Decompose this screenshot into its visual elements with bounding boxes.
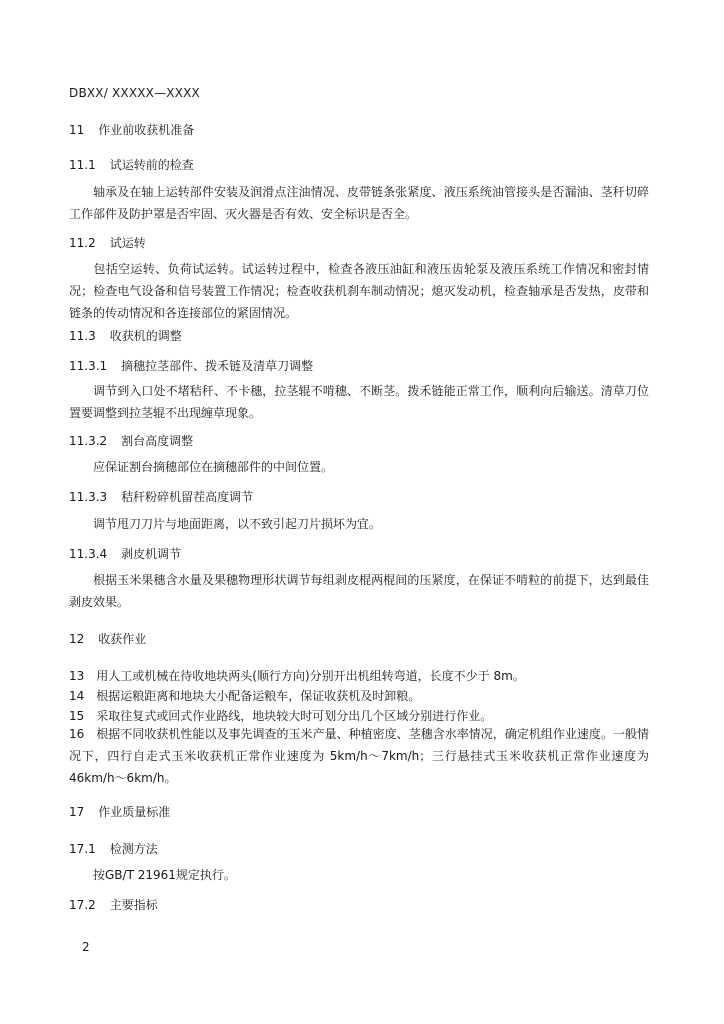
- section-number: 17.1: [69, 842, 96, 856]
- section-11-3-heading: [69, 327, 182, 344]
- paragraph-text: 根据玉米果穗含水量及果穗物理形状调节每组剥皮棍两棍间的压紧度，在保证不啃粒的前提下，达到最佳剥皮效果。: [69, 573, 649, 609]
- paragraph-text: 包括空运转、负荷试运转。试运转过程中，检查各液压油缸和液压齿轮泵及液压系统工作情况和密封情况；检查电气设备和信号装置工作情况；检查收获机刹车制动情况；熄灭发动机，检查轴承是否发热，皮带和链条的传动情况和各连接部位的紧固情况。: [69, 262, 649, 320]
- section-11-2-body: [69, 258, 649, 324]
- section-title: 作业前收获机准备: [98, 123, 195, 137]
- section-title: 收获机的调整: [109, 329, 182, 343]
- clause-text: 采取往复式或回式作业路线，地块较大时可划分出几个区域分别进行作业。: [96, 709, 493, 723]
- paragraph-text: 应保证割台摘穗部位在摘穗部件的中间位置。: [93, 460, 334, 474]
- section-17-heading: [69, 803, 170, 820]
- paragraph-text: 调节到入口处不堵秸秆、不卡穗，拉茎辊不啃穗、不断茎。拨禾链能正常工作，顺利向后输送。清草刀位置要调整到拉茎辊不出现缠草现象。: [69, 384, 649, 420]
- paragraph-text: 按GB/T 21961规定执行。: [93, 868, 236, 882]
- clause-16: [69, 723, 649, 789]
- section-11-3-4-body: [69, 569, 649, 613]
- section-title: 剥皮机调节: [121, 547, 182, 561]
- section-11-2-heading: [69, 234, 146, 251]
- section-number: 12: [69, 632, 85, 646]
- clause-number: 15: [69, 709, 85, 723]
- section-title: 主要指标: [109, 898, 158, 912]
- section-17-1-heading: [69, 840, 158, 857]
- paragraph-text: 轴承及在轴上运转部件安装及润滑点注油情况、皮带链条张紧度、液压系统油管接头是否漏油、茎秆切碎工作部件及防护罩是否牢固、灭火器是否有效、安全标识是否全。: [69, 185, 649, 221]
- section-number: 11.3.2: [69, 434, 108, 448]
- clause-number: 16: [69, 727, 85, 741]
- clause-number: 14: [69, 689, 85, 703]
- section-11-3-1-heading: [69, 357, 313, 374]
- section-11-3-2-heading: [69, 432, 193, 449]
- section-11-3-3-body: [69, 513, 649, 535]
- section-title: 检测方法: [109, 842, 158, 856]
- clause-14: [69, 685, 649, 707]
- section-title: 割台高度调整: [121, 434, 194, 448]
- section-11-1-heading: [69, 156, 194, 173]
- section-17-2-heading: [69, 896, 158, 913]
- section-number: 11.3.1: [69, 359, 108, 373]
- clause-text: 用人工或机械在待收地块两头(顺行方向)分别开出机组转弯道，长度不少于 8m。: [96, 669, 525, 683]
- section-title: 作业质量标准: [98, 805, 171, 819]
- section-number: 17: [69, 805, 85, 819]
- clause-text: 根据不同收获机性能以及事先调查的玉米产量、种植密度、茎穗含水率情况，确定机组作业速度。一般情况下，四行自走式玉米收获机正常作业速度为 5km/h～7km/h；三行悬挂式玉米收获机正常作业速度为 46km/h～6km/h。: [69, 727, 649, 785]
- section-11-3-2-body: [69, 456, 649, 478]
- section-11-1-body: [69, 181, 649, 225]
- clause-number: 13: [69, 669, 85, 683]
- section-title: 试运转前的检查: [109, 158, 194, 172]
- section-number: 11.3.3: [69, 490, 108, 504]
- section-number: 17.2: [69, 898, 96, 912]
- standard-number-header: DBXX/ XXXXX—XXXX: [69, 86, 200, 100]
- section-number: 11.1: [69, 158, 96, 172]
- section-number: 11.2: [69, 236, 96, 250]
- section-number: 11: [69, 123, 85, 137]
- section-title: 摘穗拉茎部件、拨禾链及清草刀调整: [121, 359, 314, 373]
- section-11-3-4-heading: [69, 545, 181, 562]
- section-title: 秸秆粉碎机留茬高度调节: [121, 490, 254, 504]
- section-11-3-3-heading: [69, 488, 253, 505]
- section-number: 11.3: [69, 329, 96, 343]
- section-title: 试运转: [109, 236, 146, 250]
- paragraph-text: 调节甩刀刀片与地面距离，以不致引起刀片损坏为宜。: [93, 517, 382, 531]
- section-12-heading: [69, 630, 146, 647]
- page-number: 2: [82, 940, 90, 954]
- section-11-3-1-body: [69, 380, 649, 424]
- section-17-1-body: [69, 864, 649, 886]
- section-11-heading: [69, 121, 194, 138]
- clause-13: [69, 665, 649, 687]
- section-title: 收获作业: [98, 632, 147, 646]
- section-number: 11.3.4: [69, 547, 108, 561]
- clause-text: 根据运粮距离和地块大小配备运粮车，保证收获机及时卸粮。: [96, 689, 421, 703]
